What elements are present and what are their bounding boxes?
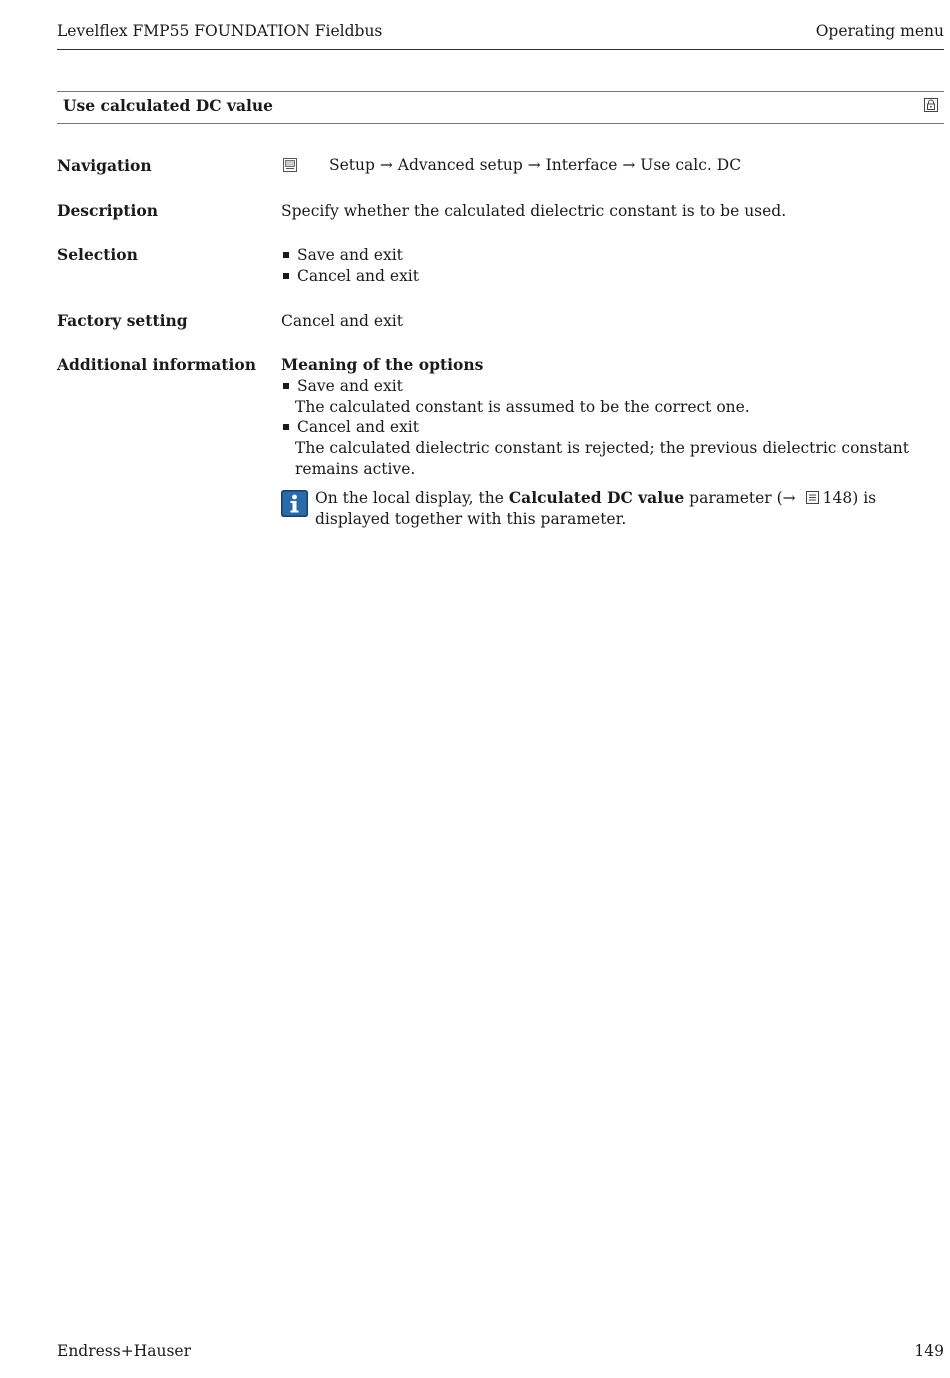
selection-item-label: Save and exit <box>297 246 403 264</box>
option-name: Save and exit <box>297 377 403 395</box>
lock-icon <box>924 98 938 112</box>
navigation-path: Setup → Advanced setup → Interface → Use calc. DC <box>329 156 742 174</box>
parameter-title: Use calculated DC value <box>63 96 274 115</box>
selection-label: Selection <box>57 245 138 264</box>
header-section-title: Operating menu <box>815 22 944 40</box>
bullet-icon <box>283 252 289 258</box>
header-product-title: Levelflex FMP55 FOUNDATION Fieldbus <box>57 22 383 40</box>
description-text: Specify whether the calculated dielectric constant is to be used. <box>281 202 787 220</box>
info-note-parameter-name: Calculated DC value <box>508 488 685 507</box>
navigation-label: Navigation <box>57 156 152 175</box>
info-note-middle: parameter (→ <box>684 489 796 507</box>
page-reference-icon <box>806 491 819 504</box>
option-name: Cancel and exit <box>297 418 419 436</box>
page-number: 149 <box>914 1342 944 1360</box>
page-header <box>57 20 944 50</box>
info-note-page-ref[interactable]: 148 <box>822 489 853 507</box>
info-note-suffix: ) is displayed together with this parameter. <box>315 489 877 528</box>
bullet-icon <box>283 273 289 279</box>
display-menu-icon <box>283 158 297 172</box>
additional-information-label: Additional information <box>57 355 257 374</box>
info-note-prefix: On the local display, the <box>315 489 509 507</box>
bullet-icon <box>283 383 289 389</box>
option-description: The calculated constant is assumed to be the correct one. <box>295 398 750 416</box>
meaning-of-options-title: Meaning of the options <box>281 355 484 374</box>
footer-company: Endress+Hauser <box>57 1342 191 1360</box>
info-note <box>315 487 935 530</box>
bullet-icon <box>283 424 289 430</box>
factory-setting-value: Cancel and exit <box>281 312 403 330</box>
option-description: The calculated dielectric constant is rejected; the previous dielectric constant remains active. <box>295 439 910 478</box>
selection-item-label: Cancel and exit <box>297 267 419 285</box>
description-label: Description <box>57 201 159 220</box>
parameter-title-bar <box>57 91 944 124</box>
factory-setting-label: Factory setting <box>57 311 188 330</box>
info-icon <box>281 490 308 517</box>
